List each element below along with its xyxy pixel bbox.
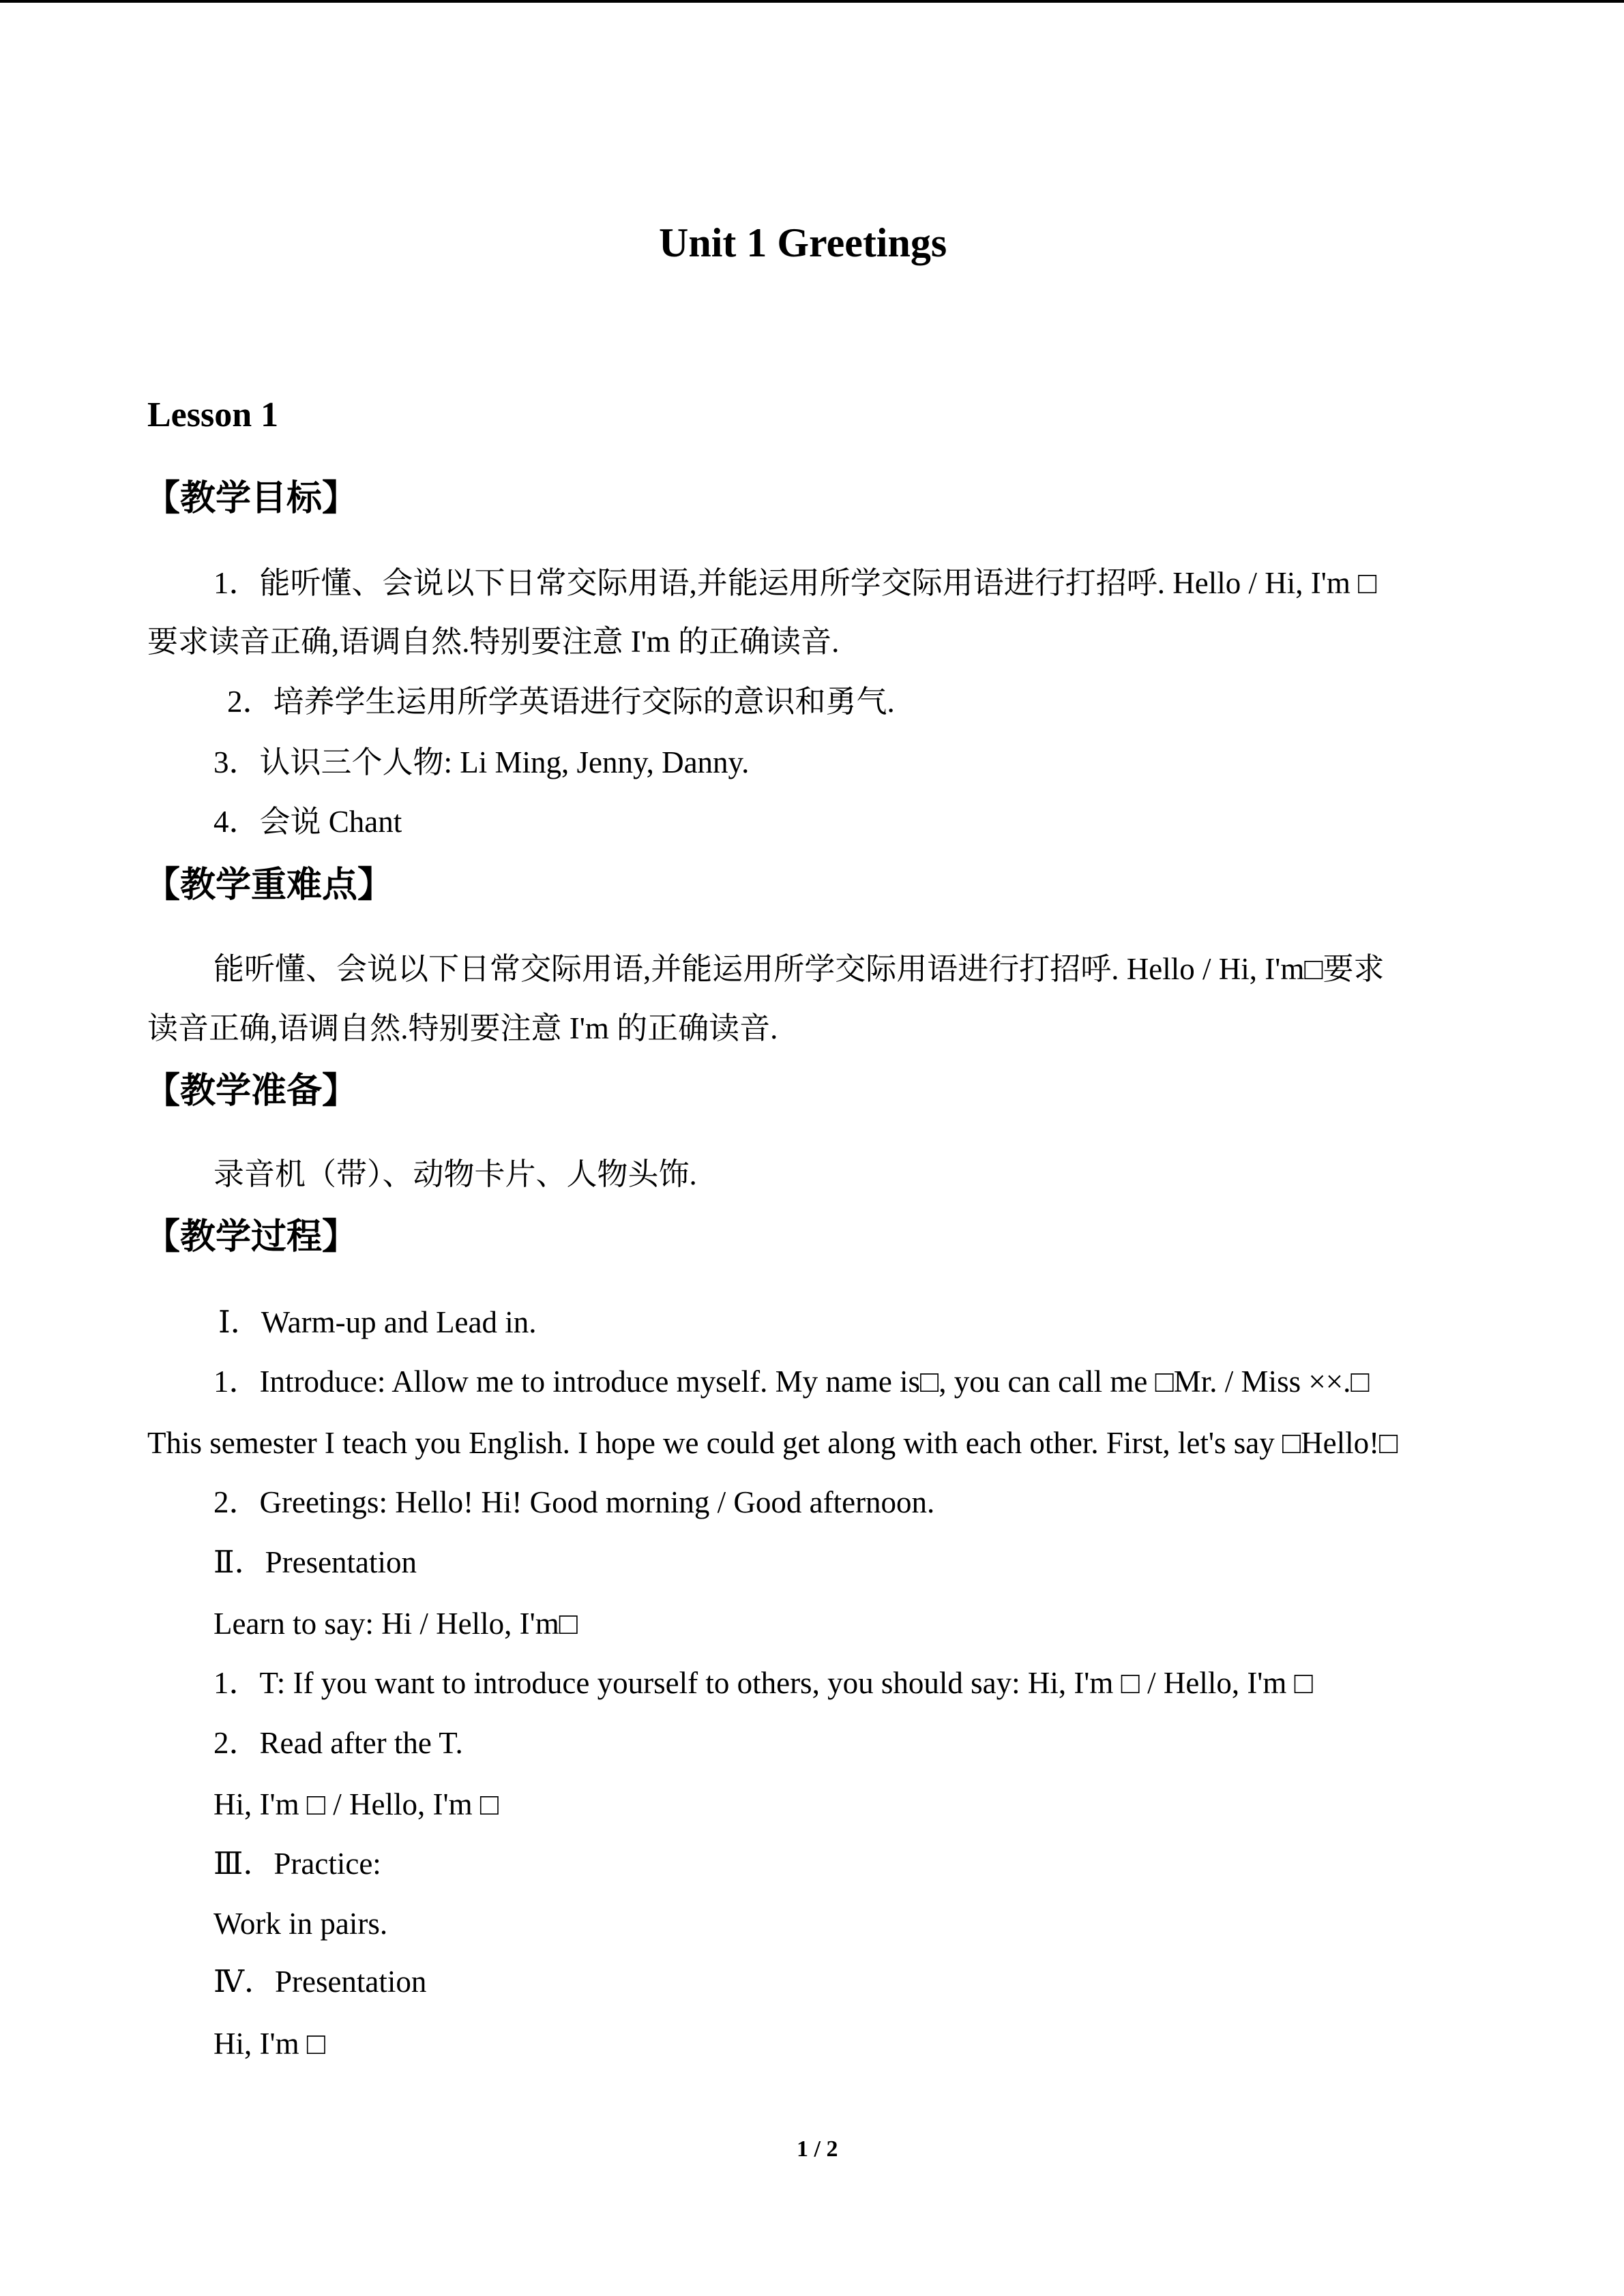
- goal-1-line-2: 要求读音正确,语调自然.特别要注意 I'm 的正确读音.: [147, 625, 840, 659]
- section-heading-process: 【教学过程】: [145, 1217, 358, 1257]
- document-title: Unit 1 Greetings: [659, 220, 947, 265]
- goal-2: 2．培养学生运用所学英语进行交际的意识和勇气.: [227, 685, 895, 719]
- section-heading-key-points: 【教学重难点】: [145, 865, 394, 906]
- process-greetings: 2．Greetings: Hello! Hi! Good morning / Good afternoon.: [213, 1485, 935, 1519]
- process-work-in-pairs: Work in pairs.: [213, 1907, 388, 1941]
- page-top-border: [0, 0, 1624, 3]
- section-heading-goals: 【教学目标】: [145, 478, 358, 519]
- process-presentation-item-2: 2．Read after the T.: [213, 1726, 463, 1760]
- process-presentation-item-1: 1．T: If you want to introduce yourself to others, you should say: Hi, I'm □ / Hello, I'm □: [213, 1666, 1313, 1700]
- page-number: 1 / 2: [797, 2136, 838, 2162]
- goal-3: 3．认识三个人物: Li Ming, Jenny, Danny.: [213, 745, 750, 779]
- process-practice-heading: Ⅲ．Practice:: [213, 1847, 381, 1881]
- process-presentation-example: Hi, I'm □ / Hello, I'm □: [213, 1787, 499, 1821]
- preparation-line: 录音机（带）、动物卡片、人物头饰.: [213, 1157, 697, 1191]
- goal-4: 4．会说 Chant: [213, 805, 402, 839]
- process-presentation-2-example: Hi, I'm □: [213, 2027, 326, 2061]
- section-heading-preparation: 【教学准备】: [145, 1071, 358, 1112]
- process-presentation-heading: Ⅱ．Presentation: [213, 1545, 417, 1579]
- process-presentation-2-heading: Ⅳ．Presentation: [213, 1965, 427, 1999]
- lesson-heading: Lesson 1: [147, 396, 279, 434]
- process-introduce-line-1: 1．Introduce: Allow me to introduce myself. My name is□, you can call me □Mr. / Miss ××.□: [213, 1365, 1370, 1399]
- process-warm-up-heading: Ⅰ．Warm-up and Lead in.: [218, 1305, 537, 1339]
- process-introduce-line-2: This semester I teach you English. I hope we could get along with each other. First, let's say □Hello!□: [147, 1426, 1398, 1460]
- goal-1-line-1: 1．能听懂、会说以下日常交际用语,并能运用所学交际用语进行打招呼. Hello / Hi, I'm □: [213, 566, 1377, 600]
- key-points-line-1: 能听懂、会说以下日常交际用语,并能运用所学交际用语进行打招呼. Hello / Hi, I'm□要求: [213, 952, 1385, 986]
- key-points-line-2: 读音正确,语调自然.特别要注意 I'm 的正确读音.: [147, 1011, 778, 1045]
- process-learn-to-say: Learn to say: Hi / Hello, I'm□: [213, 1607, 578, 1641]
